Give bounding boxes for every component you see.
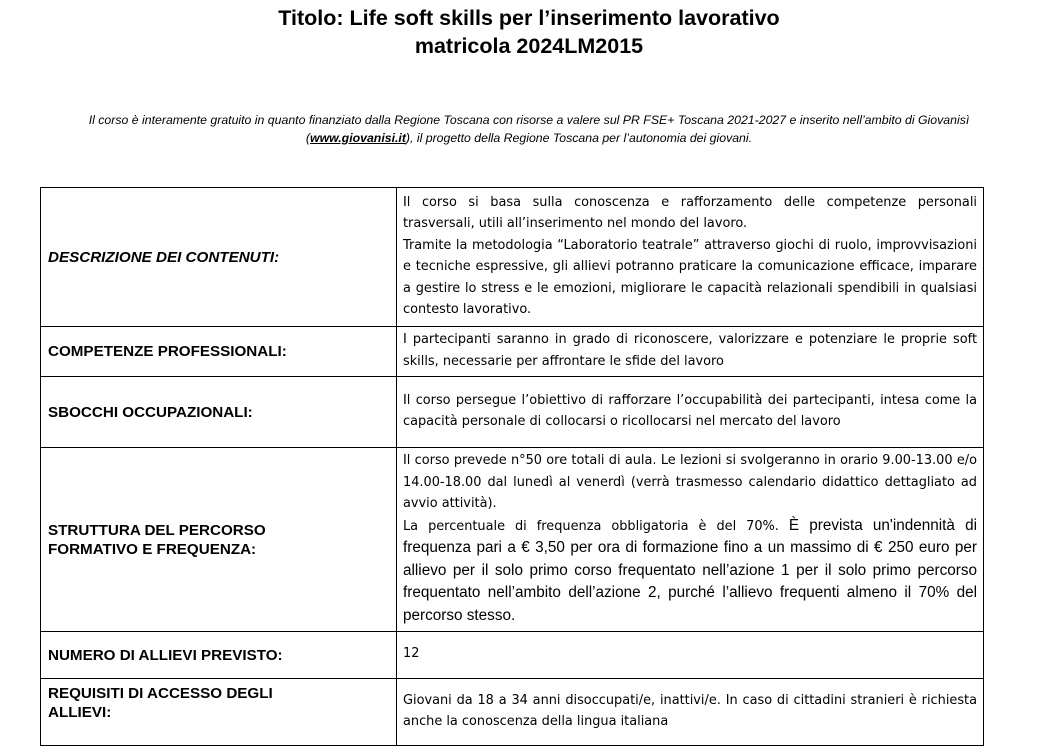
table-row bbox=[41, 327, 984, 377]
row-paragraph bbox=[403, 515, 977, 628]
intro-text-after: ), il progetto della Regione Toscana per l’autonomia dei giovani. bbox=[405, 131, 753, 145]
row-paragraph: Giovani da 18 a 34 anni disoccupati/e, inattivi/e. In caso di cittadini stranieri è richiesta anche la conoscenza della lingua italiana bbox=[403, 692, 977, 729]
row-value bbox=[397, 188, 984, 327]
course-info-table bbox=[40, 187, 984, 746]
table-row bbox=[41, 377, 984, 448]
frequency-text: La percentuale di frequenza obbligatoria è del 70%. bbox=[403, 518, 779, 534]
row-value bbox=[397, 679, 984, 746]
row-value bbox=[397, 448, 984, 632]
row-paragraph: 12 bbox=[403, 646, 420, 662]
table-row bbox=[41, 632, 984, 679]
row-label bbox=[41, 448, 397, 632]
document-title bbox=[0, 4, 1058, 60]
row-value bbox=[397, 327, 984, 377]
row-value bbox=[397, 632, 984, 679]
title-line-2: matricola 2024LM2015 bbox=[414, 34, 644, 58]
row-label: DESCRIZIONE DEI CONTENUTI: bbox=[41, 188, 397, 327]
row-label-line: REQUISITI DI ACCESSO DEGLI bbox=[48, 685, 273, 702]
row-paragraph: Il corso prevede n°50 ore totali di aula. Le lezioni si svolgeranno in orario 9.00-13.00 e/o 14.00-18.00 dal lunedì al venerdì (verrà trasmesso calendario didattico dettagliato ad avvio attività). bbox=[403, 453, 977, 511]
table-row bbox=[41, 188, 984, 327]
row-label: NUMERO DI ALLIEVI PREVISTO: bbox=[41, 632, 397, 679]
row-value bbox=[397, 377, 984, 448]
row-label: COMPETENZE PROFESSIONALI: bbox=[41, 327, 397, 377]
row-label-line: FORMATIVO E FREQUENZA: bbox=[48, 540, 257, 558]
title-line-1: Titolo: Life soft skills per l’inserimento lavorativo bbox=[278, 6, 780, 30]
row-paragraph: Il corso persegue l’obiettivo di rafforzare l’occupabilità dei partecipanti, intesa come la capacità personale di collocarsi o ricollocarsi nel mercato del lavoro bbox=[403, 392, 977, 429]
row-label-line: STRUTTURA DEL PERCORSO bbox=[48, 521, 266, 539]
row-label: SBOCCHI OCCUPAZIONALI: bbox=[41, 377, 397, 448]
indemnity-text: È prevista un'indennità di frequenza pari a € 3,50 per ora di formazione fino a un massimo di € 250 euro per allievo per il solo primo corso frequentato nell’azione 1 per il solo primo percorso frequentato nell’ambito dell’azione 2, purché l’allievo frequenti almeno il 70% del percorso stesso. bbox=[403, 516, 977, 624]
table-row bbox=[41, 448, 984, 632]
row-label-line: ALLIEVI: bbox=[48, 704, 112, 721]
row-label bbox=[41, 679, 397, 746]
row-paragraph: Il corso si basa sulla conoscenza e rafforzamento delle competenze personali trasversali, utili all’inserimento nel mondo del lavoro. bbox=[403, 194, 977, 231]
table-row bbox=[41, 679, 984, 746]
giovanisi-link[interactable]: www.giovanisi.it bbox=[310, 131, 406, 145]
row-paragraph: I partecipanti saranno in grado di riconoscere, valorizzare e potenziare le proprie soft skills, necessarie per affrontare le sfide del lavoro bbox=[403, 332, 977, 369]
intro-text-before: Il corso è interamente gratuito in quanto finanziato dalla Regione Toscana con risorse a valere sul PR FSE+ Toscana 2021-2027 e inserito nell’ambito di Giovanisì ( bbox=[88, 113, 970, 145]
row-paragraph: Tramite la metodologia “Laboratorio teatrale” attraverso giochi di ruolo, improvvisazioni e tecniche espressive, gli allievi potranno praticare la comunicazione efficace, imparare a gestire lo stress e le emozioni, migliorare le capacità relazionali spendibili in qualsiasi contesto lavorativo. bbox=[403, 237, 977, 317]
intro-paragraph bbox=[40, 111, 1018, 147]
